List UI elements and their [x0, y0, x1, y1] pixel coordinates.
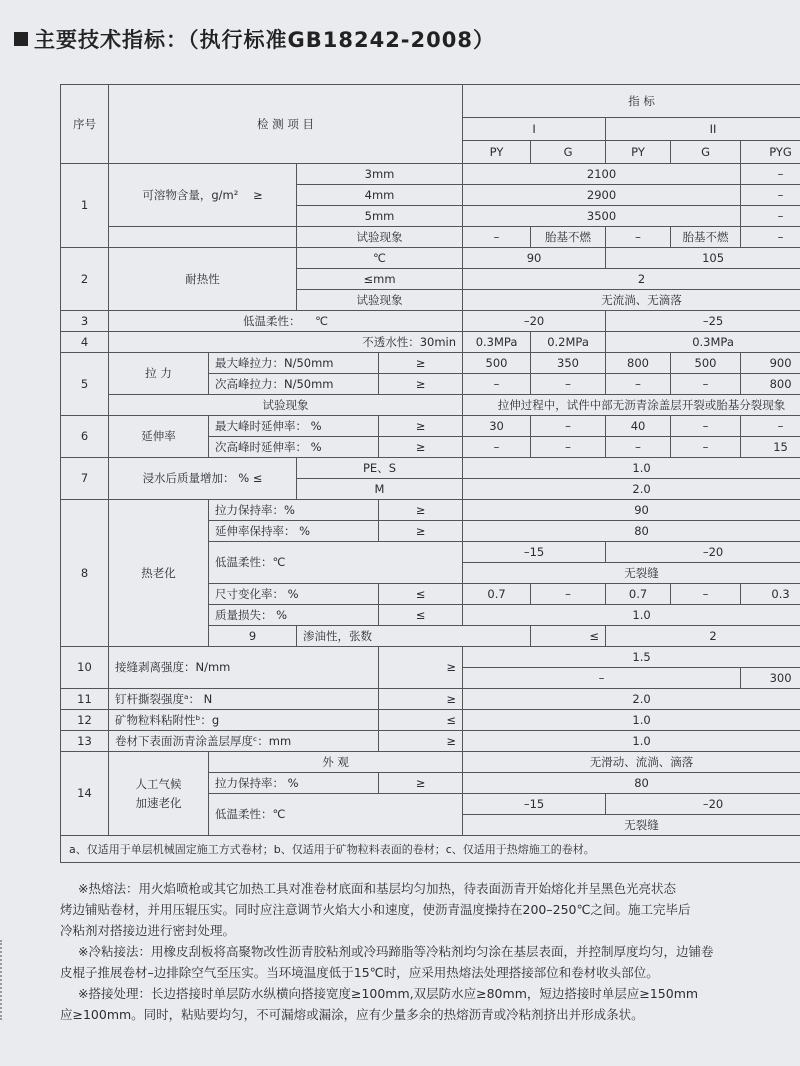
- sub-label: 试验现象: [297, 290, 463, 311]
- cell-value: 500: [463, 353, 531, 374]
- row-name: 拉 力: [109, 353, 209, 395]
- cell-value: –: [606, 374, 671, 395]
- operator: ≥: [379, 521, 463, 542]
- cell-value: –: [741, 164, 800, 185]
- sub-label: 3mm: [297, 164, 463, 185]
- sub-label: 4mm: [297, 185, 463, 206]
- cell-value: 1.0: [463, 458, 800, 479]
- cell-value: 0.7: [606, 584, 671, 605]
- operator: ≥: [379, 773, 463, 794]
- cell-value: 80: [463, 521, 800, 542]
- cell-value: –: [741, 206, 800, 227]
- operator: ≥: [379, 437, 463, 458]
- cell-value: 40: [606, 416, 671, 437]
- operator: ≤: [531, 626, 606, 647]
- note-line: ※冷粘接法：用橡皮刮板将高聚物改性沥青胶粘剂或冷玛蹄脂等冷粘剂均匀涂在基层表面，并控制厚度均匀，边铺卷: [78, 944, 714, 959]
- cell-value: –: [531, 374, 606, 395]
- row-number: 10: [61, 647, 109, 689]
- sub-label: 低温柔性：℃: [209, 794, 463, 836]
- cell-value: 0.3MPa: [463, 332, 531, 353]
- cell-value: 2.0: [463, 689, 800, 710]
- cell-value: –: [741, 185, 800, 206]
- note-line: 应≥100mm。同时，粘贴要均匀，不可漏熔或漏涂，应有少量多余的热熔沥青或冷粘剂挤出并形成条状。: [60, 1007, 644, 1022]
- row-name: 低温柔性： ℃: [109, 311, 463, 332]
- cell-value: –: [741, 416, 800, 437]
- note-line: 皮棍子推展卷材–边排除空气至压实。当环境温度低于15℃时，应采用热熔法处理搭接部位和卷材收头部位。: [60, 965, 659, 980]
- square-bullet-icon: [14, 32, 28, 46]
- operator: ≥: [379, 731, 463, 752]
- cell-value: –20: [606, 542, 800, 563]
- cell-value: 无滑动、流淌、滴落: [463, 752, 800, 773]
- cell-value: –: [463, 668, 741, 689]
- row-name: 人工气候 加速老化: [109, 752, 209, 836]
- header-index: 指 标: [463, 85, 800, 118]
- row-number: 6: [61, 416, 109, 458]
- cell-value: –: [671, 416, 741, 437]
- sub-label: 拉力保持率： %: [209, 773, 379, 794]
- cell-value: 胎基不燃: [671, 227, 741, 248]
- operator: ≥: [379, 353, 463, 374]
- row-name: 矿物粒料粘附性ᵇ：g: [109, 710, 379, 731]
- cell-value: –: [671, 437, 741, 458]
- header-g-1: G: [531, 141, 606, 164]
- row-number: 11: [61, 689, 109, 710]
- cell-value: 无裂缝: [463, 563, 800, 584]
- header-g-2: G: [671, 141, 741, 164]
- cell-value: –: [671, 584, 741, 605]
- cell-value: 2100: [463, 164, 741, 185]
- cell-value: 2: [463, 269, 800, 290]
- cell-value: –25: [606, 311, 800, 332]
- header-py-2: PY: [606, 141, 671, 164]
- cell-value: –: [671, 374, 741, 395]
- sub-label: 质量损失： %: [209, 605, 379, 626]
- operator: ≤: [379, 605, 463, 626]
- row-name: 可溶物含量，g/m² ≥: [109, 164, 297, 227]
- header-grade-II: II: [606, 118, 800, 141]
- cell-value: 3500: [463, 206, 741, 227]
- cell-value: –: [463, 437, 531, 458]
- cell-value: –: [463, 227, 531, 248]
- header-py-1: PY: [463, 141, 531, 164]
- sub-label: 最大峰时延伸率： %: [209, 416, 379, 437]
- cell-value: 拉伸过程中，试件中部无沥青涂盖层开裂或胎基分裂现象: [463, 395, 800, 416]
- header-pyg: PYG: [741, 141, 800, 164]
- sub-label: 外 观: [209, 752, 463, 773]
- cell-value: –: [741, 227, 800, 248]
- page-edge-mark: [0, 940, 8, 1020]
- cell-value: 350: [531, 353, 606, 374]
- note-line: ※搭接处理：长边搭接时单层防水纵横向搭接宽度≥100mm,双层防水应≥80mm，短边搭接时单层应≥150mm: [78, 986, 699, 1001]
- cell-value: 900: [741, 353, 800, 374]
- row-name: 钉杆撕裂强度ᵃ： N: [109, 689, 379, 710]
- header-item: 检 测 项 目: [109, 85, 463, 164]
- sub-label: 拉力保持率：%: [209, 500, 379, 521]
- row-number: 9: [209, 626, 297, 647]
- sub-label: 试验现象: [109, 395, 463, 416]
- row-name: 卷材下表面沥青涂盖层厚度ᶜ：mm: [109, 731, 379, 752]
- sub-label: 试验现象: [297, 227, 463, 248]
- cell-value: 0.3: [741, 584, 800, 605]
- cell-value: 1.0: [463, 710, 800, 731]
- sub-label: PE、S: [297, 458, 463, 479]
- cell-value: 1.0: [463, 605, 800, 626]
- spec-table: [60, 84, 800, 863]
- note-line: ※热熔法：用火焰喷枪或其它加热工具对准卷材底面和基层均匀加热，待表面沥青开始熔化并呈黑色光亮状态: [78, 881, 676, 896]
- row-number: 13: [61, 731, 109, 752]
- cell-value: –: [463, 374, 531, 395]
- cell-value: 2.0: [463, 479, 800, 500]
- row-name: 延伸率: [109, 416, 209, 458]
- cell-value: 800: [606, 353, 671, 374]
- row-name: 热老化: [109, 500, 209, 647]
- operator: ≥: [379, 689, 463, 710]
- sub-label: 低温柔性：℃: [209, 542, 463, 584]
- cell-value: 2900: [463, 185, 741, 206]
- cell-value: –20: [463, 311, 606, 332]
- row-number: 5: [61, 353, 109, 416]
- page-heading: [14, 24, 495, 54]
- sub-label: 次高峰拉力：N/50mm: [209, 374, 379, 395]
- cell-value: 800: [741, 374, 800, 395]
- row-number: 3: [61, 311, 109, 332]
- cell-value: 无流淌、无滴落: [463, 290, 800, 311]
- operator: ≤: [379, 710, 463, 731]
- cell-value: 0.7: [463, 584, 531, 605]
- sub-label: 尺寸变化率： %: [209, 584, 379, 605]
- cell-value: –15: [463, 542, 606, 563]
- cell-value: 105: [606, 248, 800, 269]
- operator: ≥: [379, 416, 463, 437]
- cell-value: –: [531, 584, 606, 605]
- row-number: 7: [61, 458, 109, 500]
- header-seq: 序号: [61, 85, 109, 164]
- row-number: 14: [61, 752, 109, 836]
- sub-label: 5mm: [297, 206, 463, 227]
- cell-value: –15: [463, 794, 606, 815]
- sub-label: ℃: [297, 248, 463, 269]
- cell-value: 胎基不燃: [531, 227, 606, 248]
- sub-label: M: [297, 479, 463, 500]
- heading-text: 主要技术指标：（执行标准GB18242-2008）: [34, 28, 495, 52]
- cell-value: –: [606, 227, 671, 248]
- row-number: 12: [61, 710, 109, 731]
- operator: ≥: [379, 500, 463, 521]
- row-number: 4: [61, 332, 109, 353]
- note-line: 烤边铺贴卷材，并用压辊压实。同时应注意调节火焰大小和速度，使沥青温度操持在200–250℃之间。施工完毕后: [60, 902, 691, 917]
- row-number: 2: [61, 248, 109, 311]
- cell-value: 0.2MPa: [531, 332, 606, 353]
- operator: ≤: [379, 584, 463, 605]
- row-name: 渗油性，张数: [297, 626, 531, 647]
- cell-value: 90: [463, 500, 800, 521]
- cell-value: 无裂缝: [463, 815, 800, 836]
- sub-label: 最大峰拉力：N/50mm: [209, 353, 379, 374]
- cell-value: 30: [463, 416, 531, 437]
- cell-value: 0.3MPa: [606, 332, 800, 353]
- row-name: 浸水后质量增加： % ≤: [109, 458, 297, 500]
- cell-value: –: [606, 437, 671, 458]
- row-name: 耐热性: [109, 248, 297, 311]
- cell-value: 15: [741, 437, 800, 458]
- cell-value: 500: [671, 353, 741, 374]
- cell-value: –20: [606, 794, 800, 815]
- cell-value: 90: [463, 248, 606, 269]
- header-grade-I: I: [463, 118, 606, 141]
- cell-value: 80: [463, 773, 800, 794]
- table-footnote: a、仅适用于单层机械固定施工方式卷材；b、仅适用于矿物粒料表面的卷材；c、仅适用于热熔施工的卷材。: [61, 836, 800, 863]
- cell-value: 300: [741, 668, 800, 689]
- sub-label: 次高峰时延伸率： %: [209, 437, 379, 458]
- operator: ≥: [379, 374, 463, 395]
- cell-value: –: [531, 416, 606, 437]
- row-name: 不透水性：30min: [109, 332, 463, 353]
- row-number: 8: [61, 500, 109, 647]
- cell-value: 2: [606, 626, 800, 647]
- cell-value: –: [531, 437, 606, 458]
- sub-label: ≤mm: [297, 269, 463, 290]
- row-number: 1: [61, 164, 109, 248]
- sub-label: 延伸率保持率： %: [209, 521, 379, 542]
- note-line: 冷粘剂对搭接边进行密封处理。: [60, 923, 236, 938]
- cell-value: 1.0: [463, 731, 800, 752]
- cell-value: 1.5: [463, 647, 800, 668]
- construction-notes: [60, 878, 800, 1025]
- row-name: 接缝剥离强度：N/mm: [109, 647, 379, 689]
- operator: ≥: [379, 647, 463, 689]
